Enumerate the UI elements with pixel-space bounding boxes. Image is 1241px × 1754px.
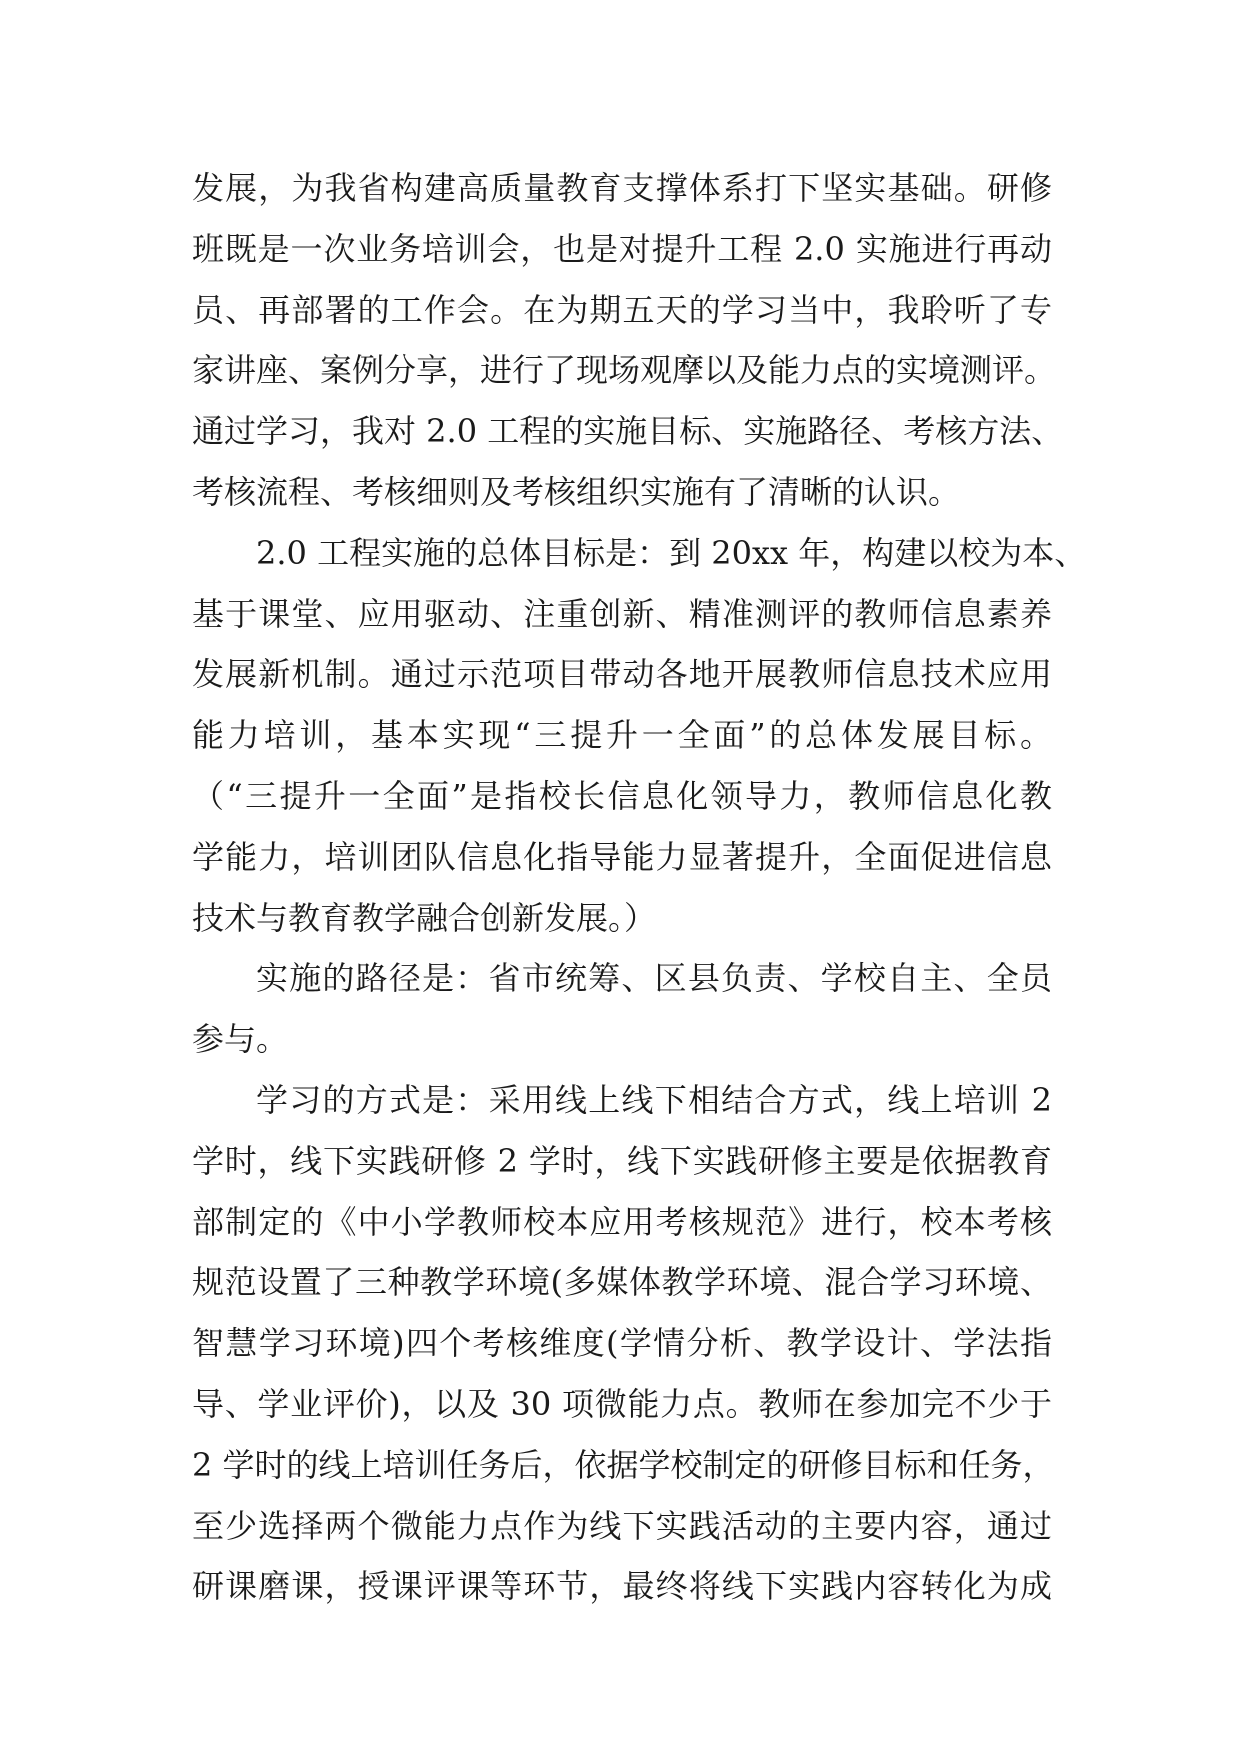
text-line: 通过学习，我对 2.0 工程的实施目标、实施路径、考核方法、	[192, 412, 1064, 451]
text-line: 技术与教育教学融合创新发展。）	[192, 898, 657, 937]
text-line: 至少选择两个微能力点作为线下实践活动的主要内容，通过	[192, 1506, 1052, 1545]
text-line: 2 学时的线上培训任务后，依据学校制定的研修目标和任务，	[192, 1445, 1055, 1484]
text-line: 学能力，培训团队信息化指导能力显著提升，全面促进信息	[192, 837, 1052, 876]
text-line: 研课磨课，授课评课等环节，最终将线下实践内容转化为成	[192, 1567, 1052, 1606]
text-line: 发展新机制。通过示范项目带动各地开展教师信息技术应用	[192, 655, 1052, 694]
paragraph-first-line: 2.0 工程实施的总体目标是：到 20xx 年，构建以校为本、	[256, 533, 1087, 572]
text-line: 规范设置了三种教学环境(多媒体教学环境、混合学习环境、	[192, 1263, 1052, 1302]
text-line: 部制定的《中小学教师校本应用考核规范》进行，校本考核	[192, 1202, 1052, 1241]
text-line: 基于课堂、应用驱动、注重创新、精准测评的教师信息素养	[192, 594, 1052, 633]
text-line: 导、学业评价)，以及 30 项微能力点。教师在参加完不少于	[192, 1384, 1052, 1423]
text-line: （“三提升一全面”是指校长信息化领导力，教师信息化教	[192, 776, 1052, 815]
text-line: 参与。	[192, 1020, 289, 1059]
text-line: 能力培训，基本实现“三提升一全面”的总体发展目标。	[192, 716, 1052, 755]
text-line: 员、再部署的工作会。在为期五天的学习当中，我聆听了专	[192, 290, 1052, 329]
paragraph-first-line: 学习的方式是：采用线上线下相结合方式，线上培训 2	[256, 1080, 1052, 1119]
text-line: 考核流程、考核细则及考核组织实施有了清晰的认识。	[192, 472, 961, 511]
text-line: 班既是一次业务培训会，也是对提升工程 2.0 实施进行再动	[192, 229, 1052, 268]
document-body	[192, 158, 1087, 1617]
text-line: 发展，为我省构建高质量教育支撑体系打下坚实基础。研修	[192, 169, 1052, 207]
paragraph-first-line: 实施的路径是：省市统筹、区县负责、学校自主、全员	[256, 959, 1052, 998]
text-line: 智慧学习环境)四个考核维度(学情分析、教学设计、学法指	[192, 1324, 1052, 1363]
text-line: 学时，线下实践研修 2 学时，线下实践研修主要是依据教育	[192, 1141, 1052, 1180]
text-line: 家讲座、案例分享，进行了现场观摩以及能力点的实境测评。	[192, 351, 1057, 390]
